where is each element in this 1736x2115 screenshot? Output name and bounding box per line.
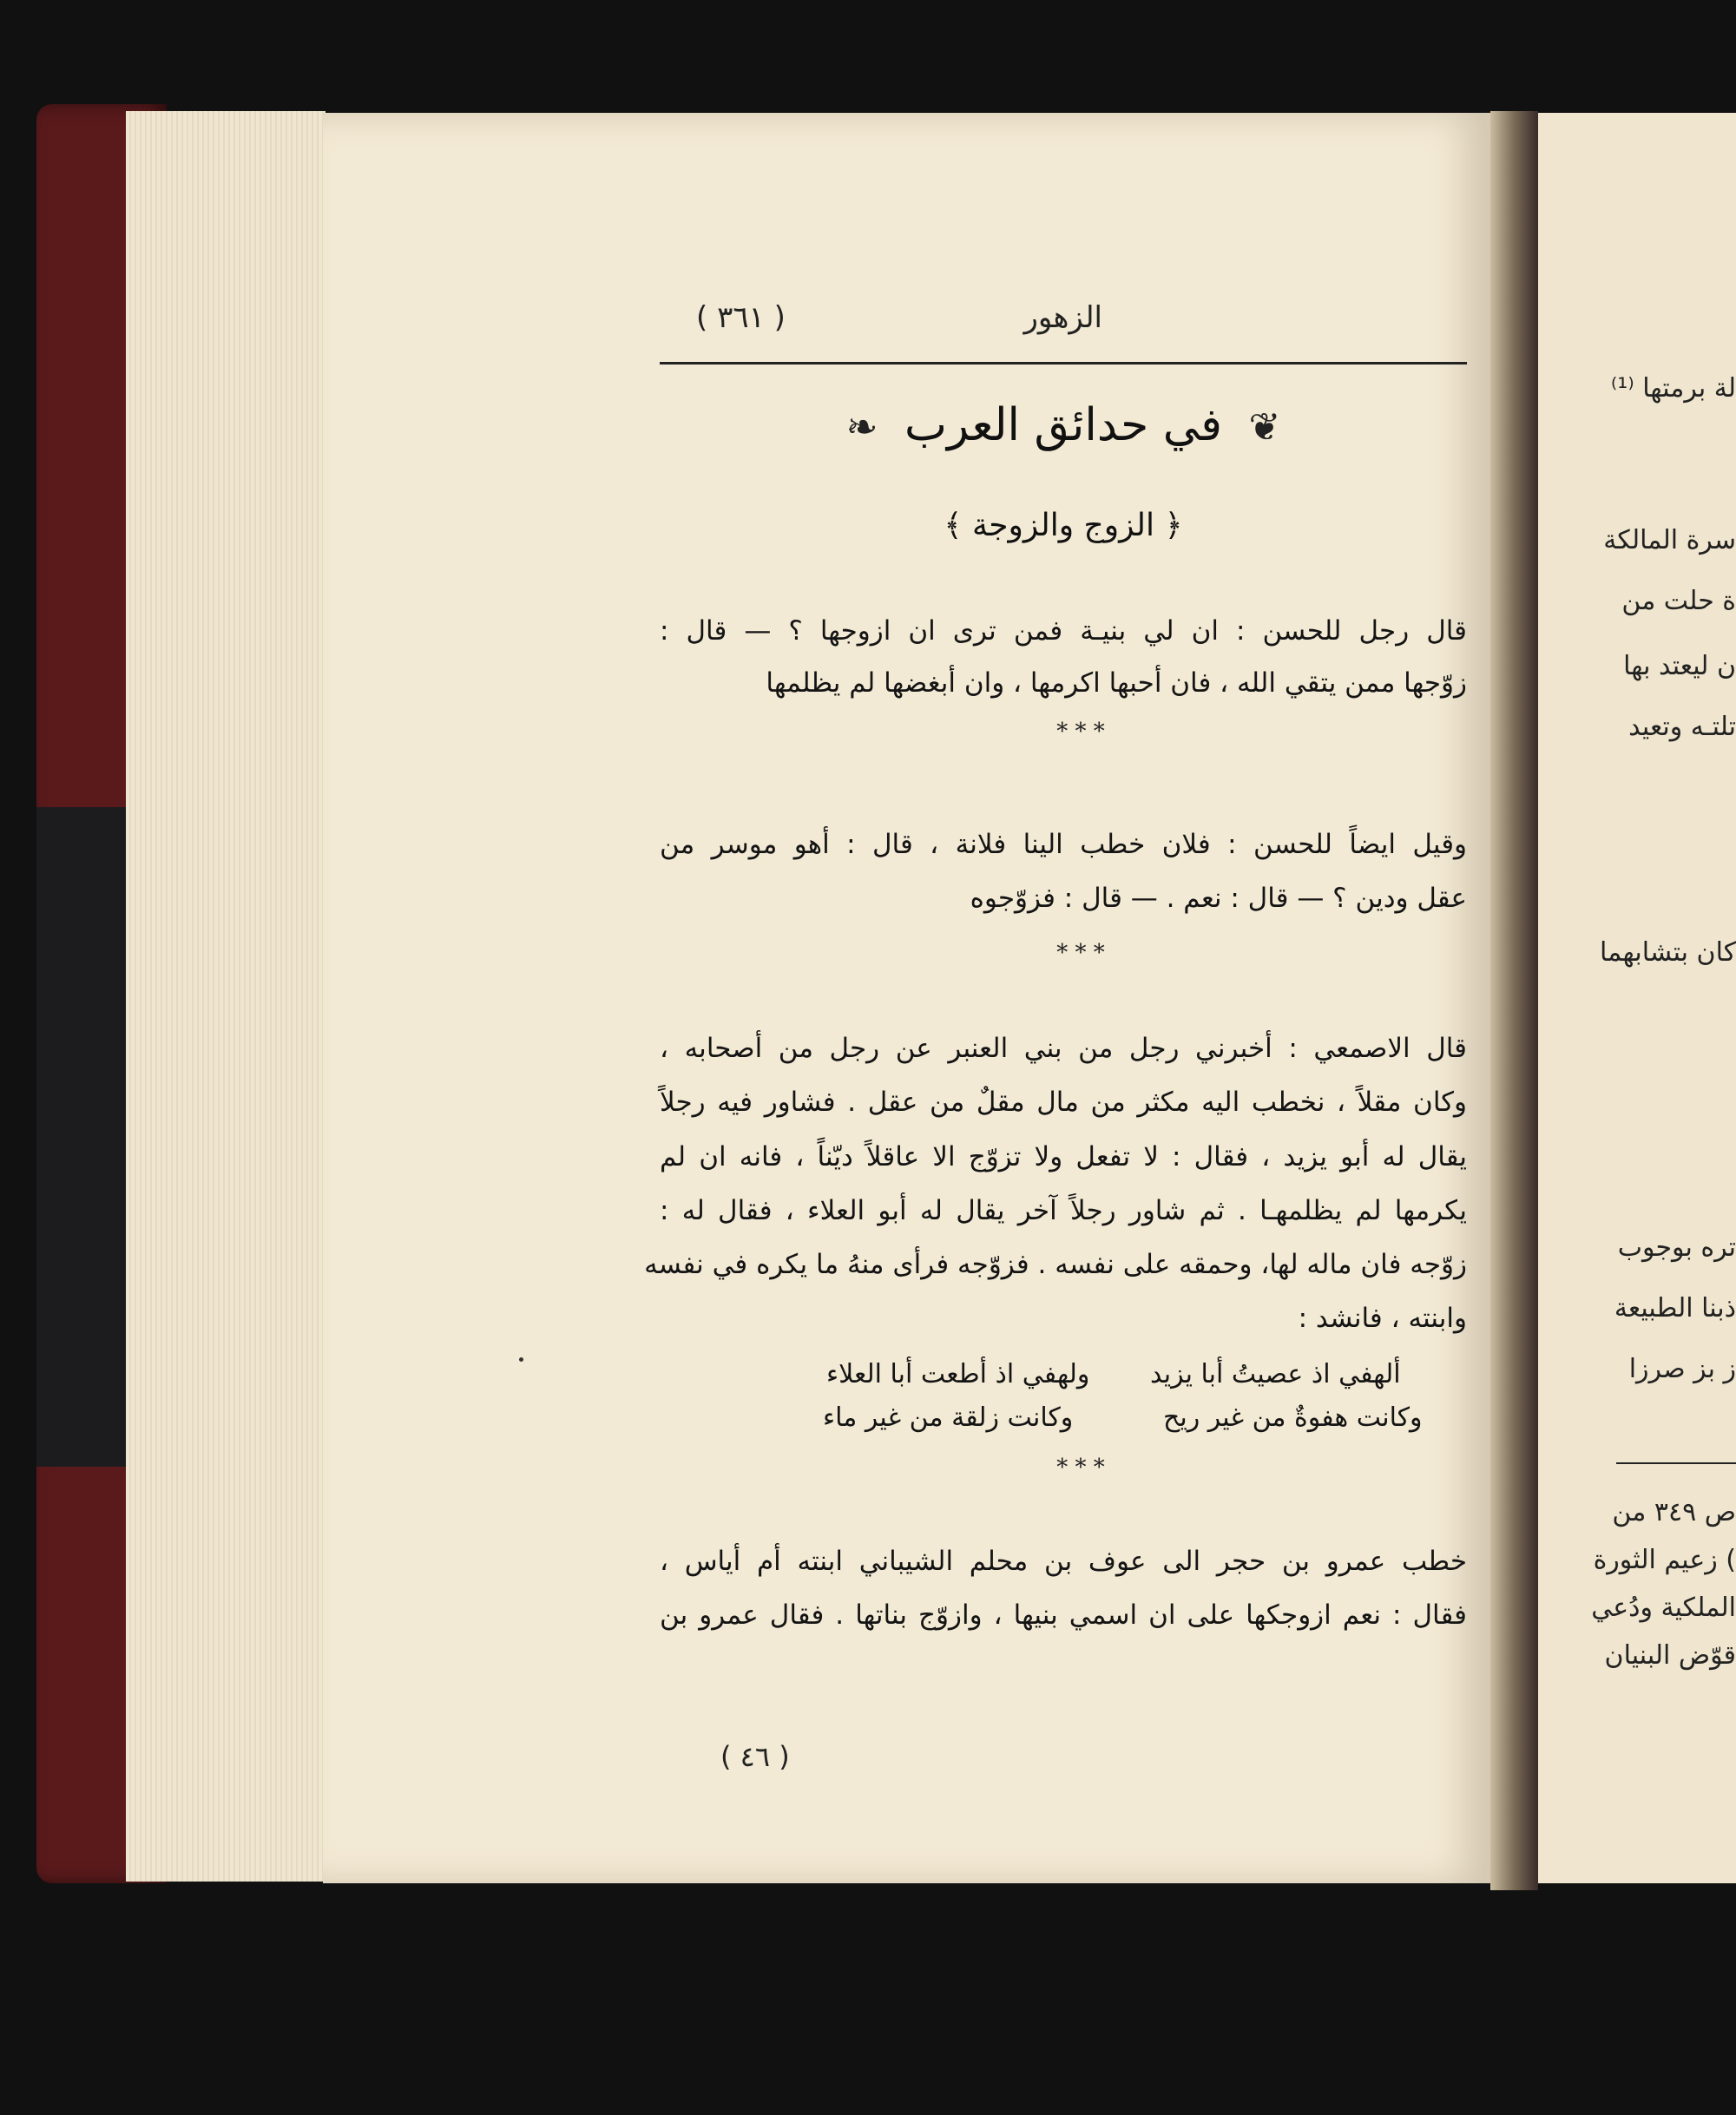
running-header	[660, 300, 1467, 351]
text-line: زوّجها ممن يتقي الله ، فان أحبها اكرمها ، وان أبغضها لم يظلمها	[766, 667, 1467, 699]
text-line: زوّجه فان ماله لها، وحمقه على نفسه . فزوّجه فرأى منهُ ما يكره في نفسه	[644, 1249, 1467, 1280]
facing-rule	[1616, 1462, 1736, 1464]
facing-line: ) زعيم الثورة	[1593, 1545, 1736, 1575]
text-line: عقل ودين ؟ — قال : نعم . — قال : فزوّجوه	[970, 883, 1467, 914]
folio-number: ( ٤٦ )	[720, 1740, 790, 1773]
separator-stars: * * *	[1056, 719, 1105, 745]
text-line: وكان مقلاً ، نخطب اليه مكثر من مال مقلٌ من عقل . فشاور فيه رجلاً	[660, 1087, 1467, 1118]
section-title: في حدائق العرب	[904, 399, 1222, 451]
facing-line: كان بتشابهما	[1600, 937, 1736, 968]
verse-hemistich: وكانت زلقة من غير ماء	[823, 1402, 1074, 1433]
facing-line: ن ليعتد بها	[1623, 651, 1736, 681]
facing-line: سرة المالكة	[1603, 525, 1736, 555]
facing-line: لة برمتها ⁽¹⁾	[1610, 373, 1736, 404]
facing-line: ة حلت من	[1621, 586, 1736, 616]
facing-line: تره بوجوب	[1617, 1232, 1736, 1263]
verse-hemistich: ولهفي اذ أطعت أبا العلاء	[826, 1359, 1090, 1389]
text-line: قال رجل للحسن : ان لي بنيـة فمن ترى ان ازوجها ؟ — قال :	[660, 615, 1467, 647]
text-line: وابنته ، فانشد :	[1298, 1303, 1467, 1334]
facing-line: ذبنا الطبيعة	[1614, 1293, 1736, 1324]
header-rule	[660, 362, 1467, 365]
facing-line: تلتـه وتعيد	[1628, 712, 1736, 742]
ornament-icon: ❧	[845, 405, 878, 450]
text-line: خطب عمرو بن حجر الى عوف بن محلم الشيباني ابنته أم أياس ،	[660, 1546, 1467, 1577]
section-subtitle: ﴿ الزوج والزوجة ﴾	[944, 508, 1183, 543]
facing-line: الملكية ودُعي	[1591, 1593, 1736, 1623]
running-title: الزهور	[1023, 300, 1102, 335]
text-line: وقيل ايضاً للحسن : فلان خطب الينا فلانة ، قال : أهو موسر من	[660, 829, 1467, 860]
book-gutter	[1490, 111, 1538, 1890]
separator-stars: * * *	[1056, 1455, 1105, 1481]
ornament-icon: ❦	[1248, 405, 1281, 450]
text-line: فقال : نعم ازوجكها على ان اسمي بنيها ، وازوّج بناتها . فقال عمرو بن	[660, 1599, 1467, 1631]
text-line: قال الاصمعي : أخبرني رجل من بني العنبر عن رجل من أصحابه ،	[660, 1033, 1467, 1064]
verse-hemistich: ألهفي اذ عصيتُ أبا يزيد	[1150, 1359, 1401, 1389]
verse-hemistich: وكانت هفوةٌ من غير ريح	[1163, 1402, 1423, 1433]
facing-line: قوّض البنيان	[1604, 1640, 1736, 1671]
text-line: يقال له أبو يزيد ، فقال : لا تفعل ولا تزوّج الا عاقلاً ديّناً ، فانه ان لم	[660, 1141, 1467, 1172]
facing-line: ص ٣٤٩ من	[1612, 1497, 1736, 1527]
book-spine	[36, 807, 141, 1467]
text-line: يكرمها لم يظلمهـا . ثم شاور رجلاً آخر يقال له أبو العلاء ، فقال له :	[660, 1195, 1467, 1226]
page-edges	[126, 111, 326, 1882]
margin-speck	[519, 1357, 523, 1362]
separator-stars: * * *	[1056, 940, 1105, 966]
facing-line: ز بز صرزا	[1628, 1354, 1736, 1384]
page-number: ( ٣٦١ )	[696, 300, 786, 335]
section-title-block	[660, 399, 1467, 451]
facing-page	[1538, 113, 1736, 1883]
